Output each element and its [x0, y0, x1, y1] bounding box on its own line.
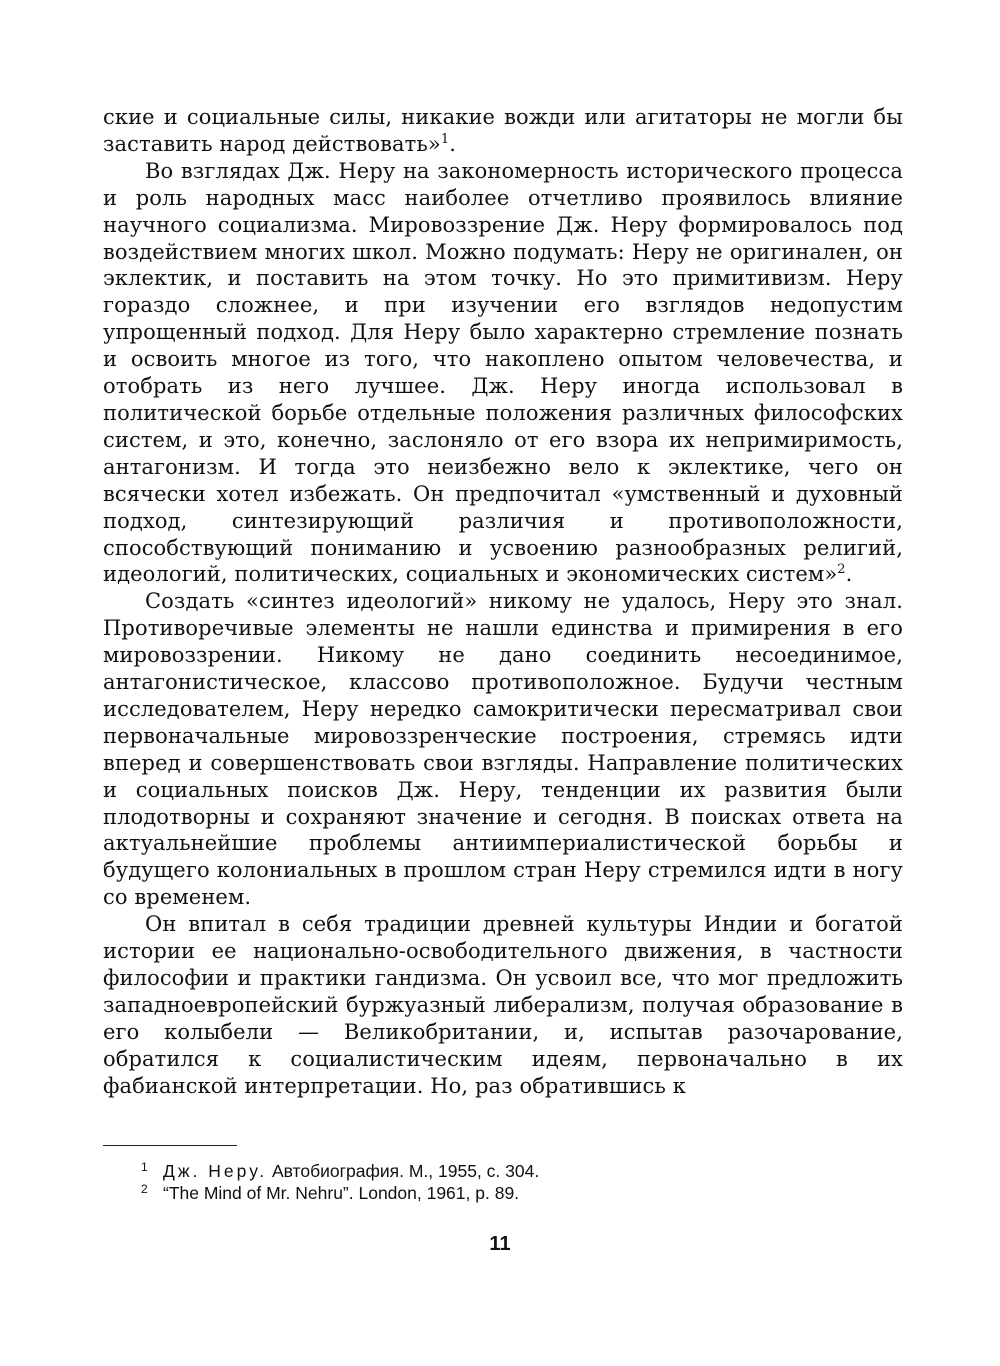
- footnote-1: [103, 1160, 903, 1182]
- footnote-divider: [103, 1145, 237, 1146]
- footnote-1-author: Дж. Неру.: [163, 1161, 268, 1181]
- page-number: 11: [489, 1233, 511, 1255]
- paragraph-2-text: Во взглядах Дж. Неру на закономерность исторического процесса и роль народных масс наиболее отчетливо проявилось влияние научного социализма. Мировоззрение Дж. Неру формировалось под воздействием многих школ. Можно подумать: Неру не оригинален, он эклектик, и поставить на этом точку. Но это примитивизм. Неру гораздо сложнее, и при изучении его взглядов недопустим упрощенный подход. Для Неру было характерно стремление познать и освоить многое из того, что накоплено опытом человечества, и отобрать из него лучшее. Дж. Неру иногда использовал в политической борьбе отдельные положения различных философских систем, и это, конечно, заслоняло от его взора их непримиримость, антагонизм. И тогда это неизбежно вело к эклектике, чего он всячески хотел избежать. Он предпочитал «умственный и духовный подход, синтезирующий различия и противоположности, способствующий пониманию и усвоению разнообразных религий, идеологий, политических, социальных и экономических систем»: [103, 158, 903, 587]
- footnote-2: [103, 1182, 903, 1204]
- body-text: [103, 104, 903, 1100]
- footnote-1-text: Автобиография. М., 1955, с. 304.: [271, 1161, 540, 1181]
- footnote-1-number: 1: [141, 1160, 148, 1174]
- footnote-2-body: [163, 1183, 519, 1203]
- paragraph-3: [103, 588, 903, 911]
- paragraph-1-tail: .: [449, 131, 457, 156]
- page-content: [103, 104, 903, 1100]
- footnote-2-number: 2: [141, 1182, 148, 1196]
- paragraph-1-text: ские и социальные силы, никакие вожди или агитаторы не могли бы заставить народ действовать»: [103, 105, 903, 156]
- paragraph-2: [103, 158, 903, 589]
- footnote-ref-1: 1: [440, 131, 450, 147]
- paragraph-3-text: Создать «синтез идеологий» никому не удалось, Неру это знал. Противоречивые элементы не нашли единства и примирения в его мировоззрении. Никому не дано соединить несоединимое, антагонистическое, классово противоположное. Будучи честным исследователем, Неру нередко самокритически пересматривал свои первоначальные мировоззренческие построения, стремясь идти вперед и совершенствовать свои взгляды. Направление политических и социальных поисков Дж. Неру, тенденции их развития были плодотворны и сохраняют значение и сегодня. В поисках ответа на актуальнейшие проблемы антиимпериалистической борьбы и будущего колониальных в прошлом стран Неру стремился идти в ногу со временем.: [103, 589, 903, 910]
- paragraph-1: [103, 104, 903, 158]
- paragraph-4: [103, 911, 903, 1099]
- footnotes: [103, 1160, 903, 1204]
- footnote-ref-2: 2: [837, 562, 846, 578]
- footnote-2-text: “The Mind of Mr. Nehru”. London, 1961, p. 89.: [163, 1183, 520, 1203]
- footnote-1-body: [163, 1161, 539, 1181]
- paragraph-4-text: Он впитал в себя традиции древней культуры Индии и богатой истории ее национально-освободительного движения, в частности философии и практики гандизма. Он усвоил все, что мог предложить западноевропейский буржуазный либерализм, получая образование в его колыбели — Великобритании, и, испытав разочарование, обратился к социалистическим идеям, первоначально в их фабианской интерпретации. Но, раз обратившись к: [103, 912, 903, 1098]
- paragraph-2-tail: .: [845, 562, 853, 587]
